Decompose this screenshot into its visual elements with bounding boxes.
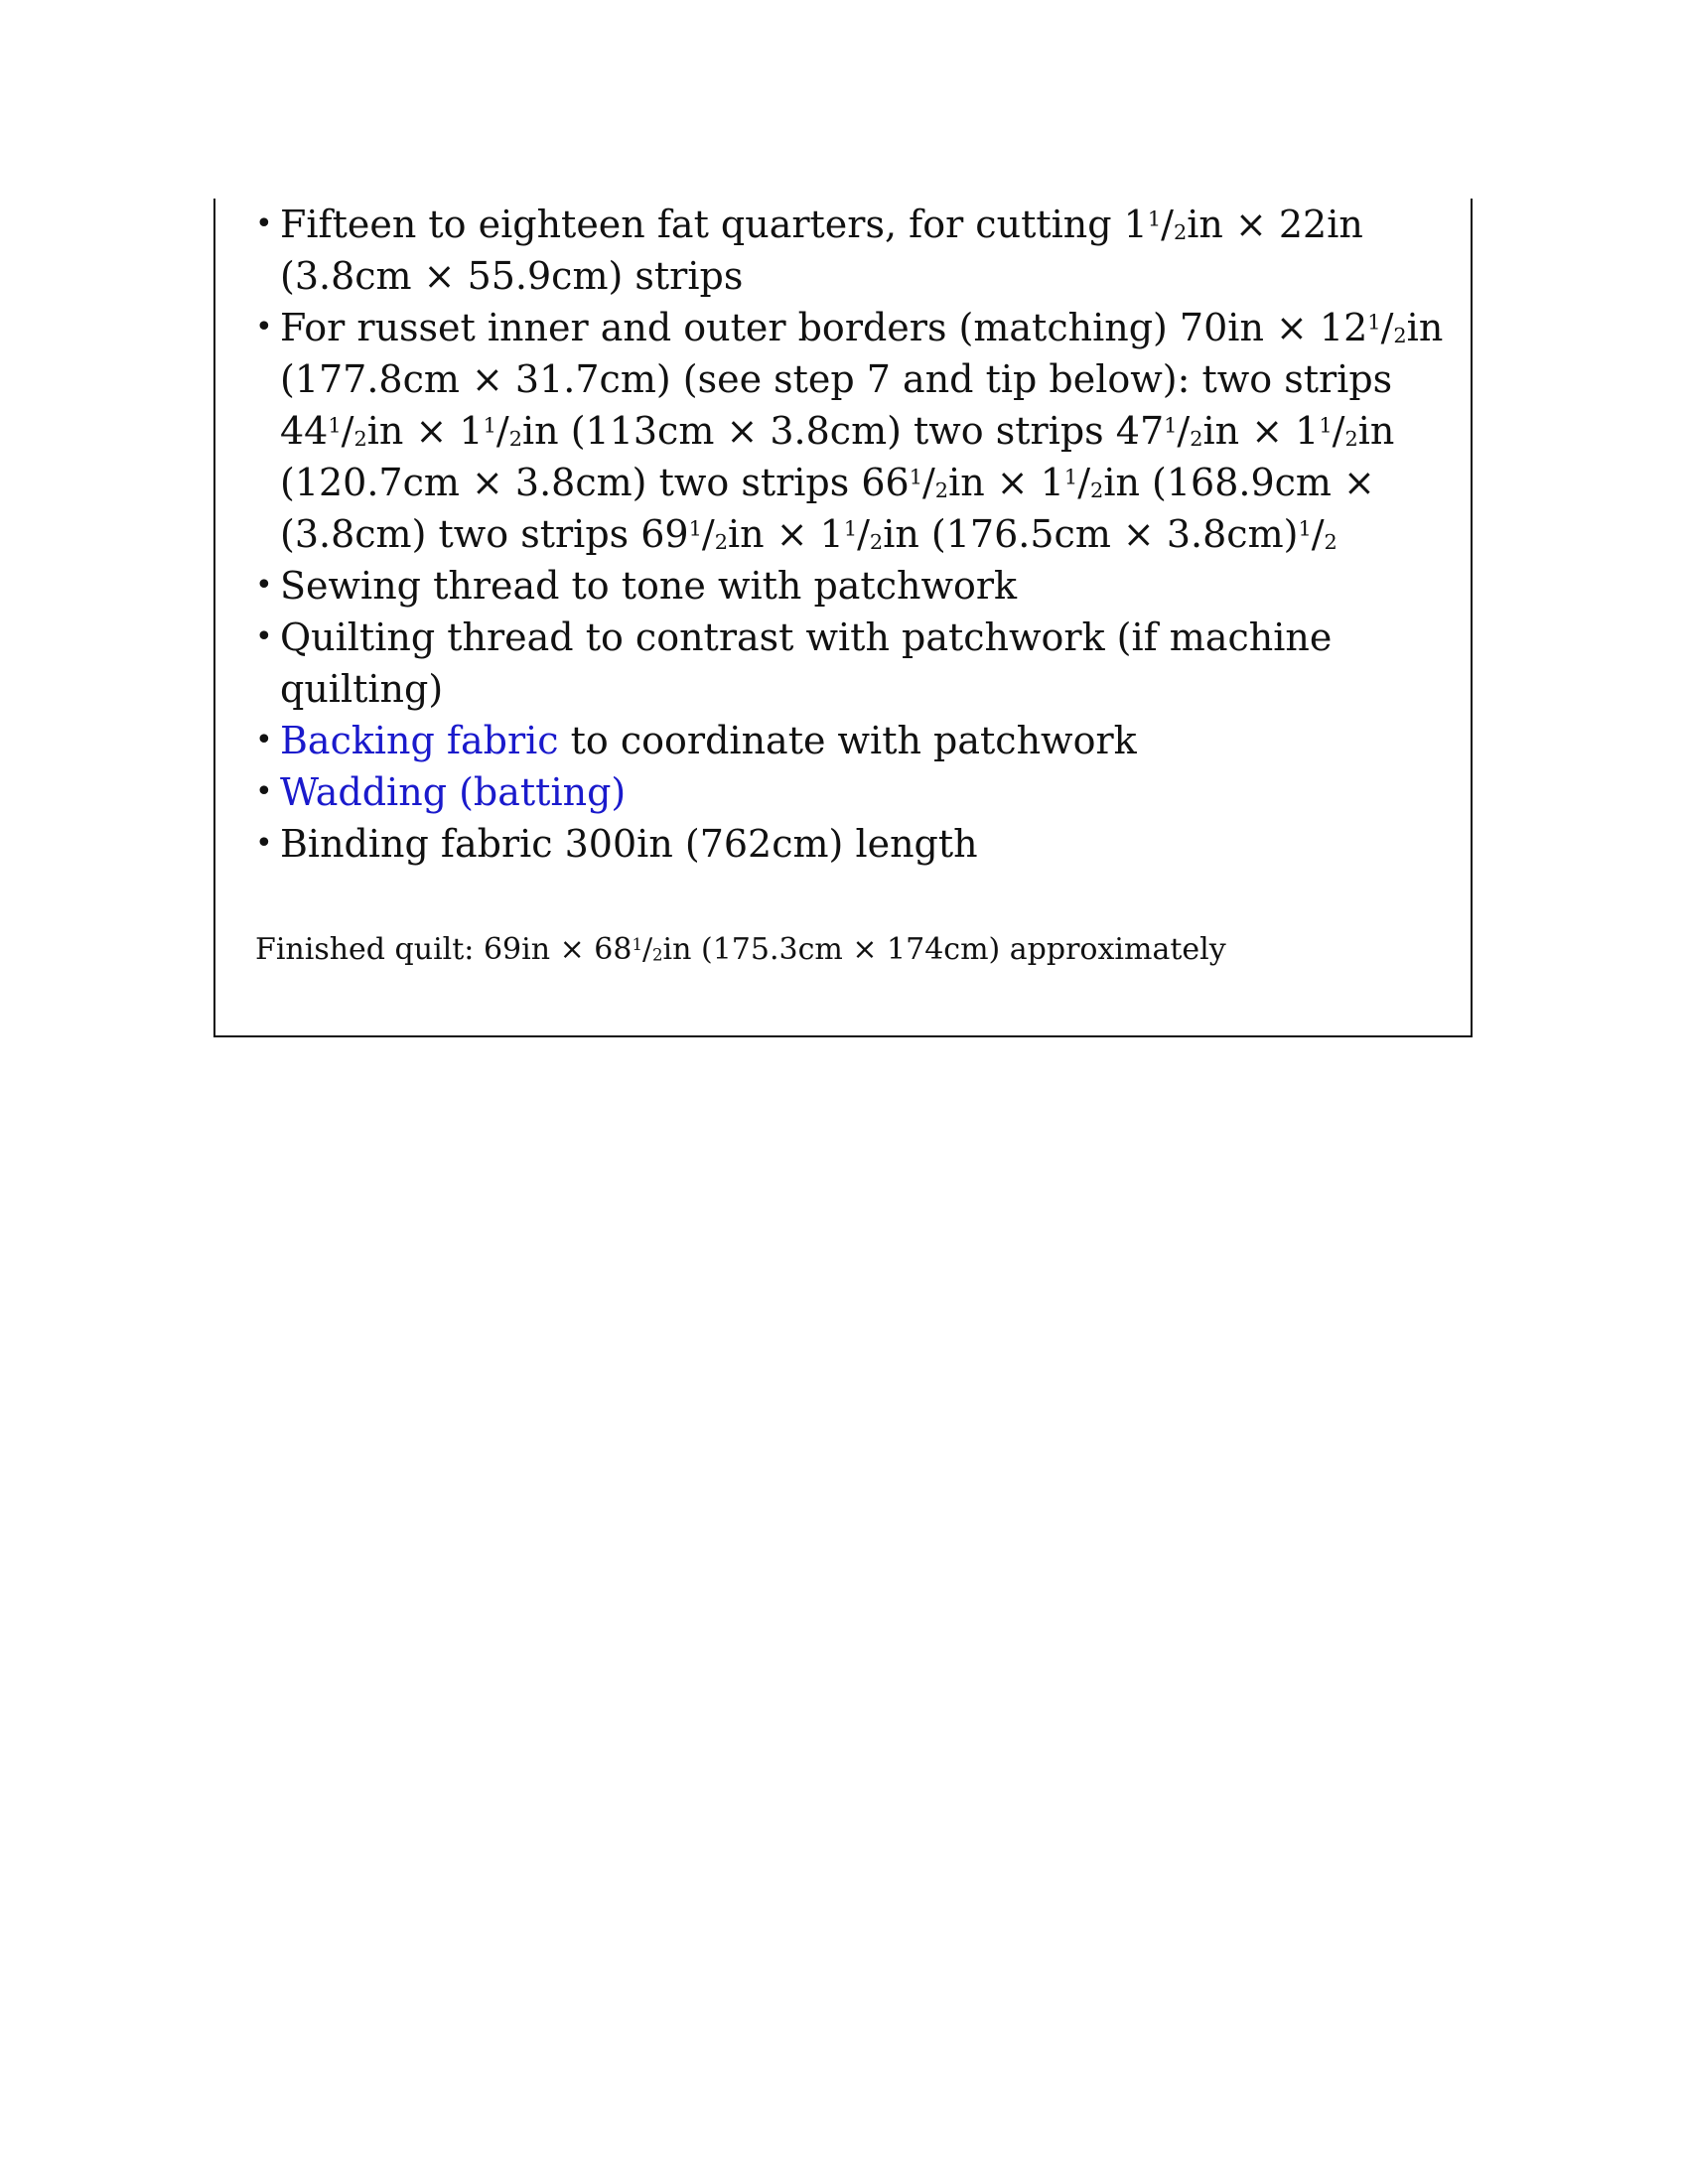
fraction-denominator: 2 bbox=[869, 530, 884, 555]
fraction-slash: / bbox=[1077, 461, 1091, 504]
fraction-denominator: 2 bbox=[1173, 220, 1188, 245]
fraction-numerator: 1 bbox=[483, 413, 496, 438]
fraction-numerator: 1 bbox=[632, 934, 642, 954]
fraction-slash: / bbox=[641, 932, 653, 967]
fraction-slash: / bbox=[921, 461, 935, 504]
bullet-icon: • bbox=[255, 206, 273, 241]
bullet-icon: • bbox=[255, 774, 273, 809]
materials-list bbox=[255, 199, 1457, 870]
fraction-numerator: 1 bbox=[909, 465, 922, 489]
fraction-numerator: 1 bbox=[328, 413, 342, 438]
item-text: to coordinate with patchwork bbox=[558, 719, 1137, 762]
fraction-slash: / bbox=[1380, 306, 1394, 349]
list-item bbox=[255, 560, 1457, 612]
list-item bbox=[255, 818, 1457, 870]
item-text: in × 1 bbox=[948, 461, 1064, 504]
item-text: Binding fabric 300in (762cm) length bbox=[280, 822, 978, 866]
item-text: in × 1 bbox=[366, 409, 484, 453]
item-text: in (113cm × 3.8cm) two strips 47 bbox=[521, 409, 1165, 453]
bullet-icon: • bbox=[255, 568, 273, 603]
fraction-denominator: 2 bbox=[508, 427, 522, 452]
fraction-numerator: 1 bbox=[1367, 310, 1381, 335]
bullet-icon: • bbox=[255, 826, 273, 861]
fraction-slash: / bbox=[1311, 512, 1325, 556]
footnote-text: Finished quilt: 69in × 68 bbox=[255, 932, 633, 967]
fraction-slash: / bbox=[1332, 409, 1345, 453]
item-text: Quilting thread to contrast with patchwork (if machine quilting) bbox=[280, 615, 1333, 711]
fraction-slash: / bbox=[341, 409, 354, 453]
fraction-denominator: 2 bbox=[934, 478, 949, 503]
item-text: in (176.5cm × 3.8cm) bbox=[883, 512, 1299, 556]
list-item bbox=[255, 199, 1457, 302]
fraction-denominator: 2 bbox=[1344, 427, 1358, 452]
fraction-denominator: 2 bbox=[1190, 427, 1203, 452]
item-text: in × 1 bbox=[1202, 409, 1320, 453]
fraction-slash: / bbox=[1177, 409, 1191, 453]
fraction-denominator: 2 bbox=[353, 427, 367, 452]
fraction-denominator: 2 bbox=[1324, 530, 1337, 555]
bullet-icon: • bbox=[255, 619, 273, 654]
list-item bbox=[255, 715, 1457, 766]
bullet-icon: • bbox=[255, 310, 273, 344]
wadding-link[interactable]: Wadding (batting) bbox=[280, 770, 627, 814]
item-text: Fifteen to eighteen fat quarters, for cutting 1 bbox=[280, 203, 1148, 246]
fraction-numerator: 1 bbox=[1063, 465, 1078, 489]
fraction-slash: / bbox=[857, 512, 870, 556]
fraction-numerator: 1 bbox=[1319, 413, 1333, 438]
item-text: in (177.8cm × 31.7cm) (see step 7 and tip below): two strips 44 bbox=[280, 306, 1444, 453]
fraction-numerator: 1 bbox=[1164, 413, 1178, 438]
list-item bbox=[255, 612, 1457, 715]
item-text: For russet inner and outer borders (matching) 70in × 12 bbox=[280, 306, 1368, 349]
fraction-slash: / bbox=[701, 512, 715, 556]
item-text: Sewing thread to tone with patchwork bbox=[280, 564, 1018, 608]
backing-fabric-link[interactable]: Backing fabric bbox=[280, 719, 559, 762]
fraction-numerator: 1 bbox=[688, 516, 702, 541]
fraction-numerator: 1 bbox=[1147, 206, 1162, 231]
fraction-numerator: 1 bbox=[843, 516, 858, 541]
fraction-denominator: 2 bbox=[652, 945, 663, 965]
fraction-slash: / bbox=[1161, 203, 1174, 246]
item-text: in (168.9cm × (3.8cm) two strips 69 bbox=[280, 461, 1375, 556]
finished-size-note bbox=[255, 930, 1226, 970]
item-text: in × 1 bbox=[728, 512, 844, 556]
fraction-denominator: 2 bbox=[1090, 478, 1104, 503]
materials-box bbox=[213, 199, 1473, 1037]
fraction-denominator: 2 bbox=[1393, 324, 1407, 348]
item-text: in × 22in (3.8cm × 55.9cm) strips bbox=[280, 203, 1363, 298]
item-text: in (120.7cm × 3.8cm) two strips 66 bbox=[280, 409, 1395, 504]
list-item bbox=[255, 766, 1457, 818]
fraction-slash: / bbox=[495, 409, 509, 453]
fraction-denominator: 2 bbox=[714, 530, 728, 555]
fraction-numerator: 1 bbox=[1298, 516, 1312, 541]
bullet-icon: • bbox=[255, 723, 273, 757]
footnote-text: in (175.3cm × 174cm) approximately bbox=[662, 932, 1226, 967]
list-item bbox=[255, 302, 1457, 560]
